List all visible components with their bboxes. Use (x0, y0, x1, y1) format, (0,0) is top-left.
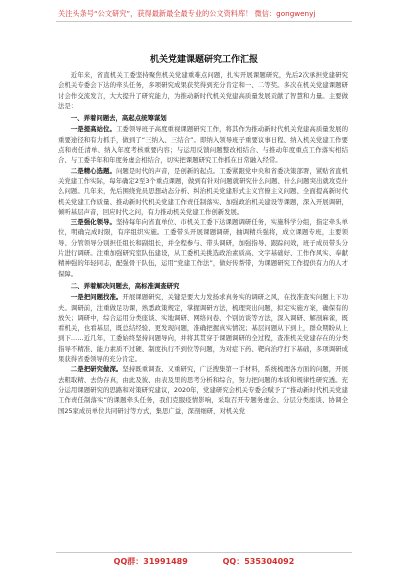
paragraph-text: 开展课题研究，关键是要大力发扬求真务实的调研之风，在找准查实问题上下功夫。调研前，注重做足功课，熟悉政策规定，掌握调研方法，梳理突出问题，拟定实施方案，确保有的放矢；调研中，综合运用分类座谈、实地调研、网络问卷、个别访谈等方法，深入调研、解剖麻雀，既看机关，也看基层，既总结经验、更发现问题，准确把握真实情况；基层问题从下到上，群众期盼从上到下……近几年，工委始终坚持问题导向，并将其贯穿于课题调研的全过程，查准机关党建存在的分类指导不精准、能力素质不过硬、制度执行不到位等问题，为对症下药、靶向治疗打下基础，多项调研成果获得省委领导的充分肯定。 (58, 293, 349, 364)
section-heading: 二、弄着解决问题去，高标准调查研究 (70, 281, 180, 290)
paragraph-text: 坚持每年向省直单位、市机关工委下达课题调研任务，实施科学分组，指定牵头单位，明确完成时限，有序组织实施。工委带头开展课题调研，抽调精兵强将，成立课题专班，主要领导、分管领导分别担任组长和副组长，并全程参与、带头调研，加强指导、跟踪问效，班子成员带头分片进行调研。注重加强研究室队伍建设，从工委机关挑选政治素质高、文字基础好、工作作风实、奉献精神强的年轻同志，配强骨干队伍，运用“党建工作法”，做好传帮带，为课题研究工作提供有力的人才保障。 (58, 218, 349, 278)
document-body (58, 70, 348, 416)
section-heading: 一、弄着问题去，高起点统筹谋划 (70, 114, 167, 123)
body-paragraph (58, 364, 348, 415)
paragraph-text: 坚持既重调查、又重研究，广泛搜集第一手材料，系统梳理各方面的问题，开展去粗取精、去伪存真，由此及彼、由表及里的思考分析和综合，努力把问题的本质和规律性研究透。充分运用课题研究的思路和对策研究建议，2020年，党建研究会机关专委会赋予了“推动新时代机关党建工作责任制落实”的课题牵头任务，我们克服疫情影响，采取召开专题务虚会、分层分类座谈、协调全国25家成员单位共同研讨等方式，集思广益，深剖细研，对机关党 (58, 365, 349, 415)
body-paragraph (58, 292, 348, 364)
qq-group-label: QQ群：31991489 (113, 557, 188, 566)
paragraph-lead: 二是把研究做深。 (70, 365, 123, 374)
paragraph-lead: 二是精心选题。 (70, 166, 116, 175)
body-paragraph (58, 124, 348, 165)
intro-paragraph: 近年来，省直机关工委坚持聚焦机关党建重难点问题，扎实开展课题研究，先后2次承担党建研究会机关专委会下达的牵头任务，多项研究成果获奖得到充分肯定和一、二等奖。多次在机关党建课题研讨会作交流发言，大大提升了研究能力，为推动新时代机关党建高质量发展贡献了智慧和力量。主要做法是： (58, 71, 348, 110)
body-paragraph (58, 166, 348, 217)
contact-footer (0, 556, 408, 567)
header-divider (56, 21, 352, 22)
qq-label: QQ：535304092 (222, 557, 295, 566)
paragraph-text: 问题是时代的声音，是创新的起点。工委紧跟党中央和省委决策部署，紧贴省直机关党建工作实际，每年确定2至3个重点课题，做到有针对问题就研究什么问题、什么问题突出就攻克什么问题。几年来，先后围绕党员思想动态分析、纠治机关党建形式主义官僚主义问题、全面提高新时代机关党建工作质量、推动新时代机关党建工作责任制落实、加强政治机关建设等课题，深入开展调研，倾听基层声音，回应时代之问，有力推动机关党建工作创新发展。 (58, 166, 349, 216)
paragraph-lead: 一是把问题找准。 (70, 293, 123, 302)
paragraph-text: 工委领导班子高度重视课题研究工作，将其作为推动新时代机关党建高质量发展的重要途径和有力抓手，做到了“三纳入、三结合”。即纳入领导班子重要议事日程、纳入机关党建工作要点和责任清单、纳入年度考核重要内容；与运用反馈问题整改相结合、与推动年度重点工作落实相结合、与工委半年和年度务虚会相结合，切实把课题研究工作抓在日常融入经常。 (58, 125, 349, 165)
paragraph-lead: 三是强化领导。 (70, 218, 116, 227)
footer-divider (56, 552, 352, 553)
document-title: 机关党建课题研究工作汇报 (149, 55, 258, 65)
promo-banner: 关注头条号“公文研究”，获得最新最全最专业的公文资料库！ 微信：gongwenyj (58, 9, 316, 18)
body-paragraph (58, 217, 348, 279)
paragraph-lead: 一是提高站位。 (70, 125, 116, 134)
